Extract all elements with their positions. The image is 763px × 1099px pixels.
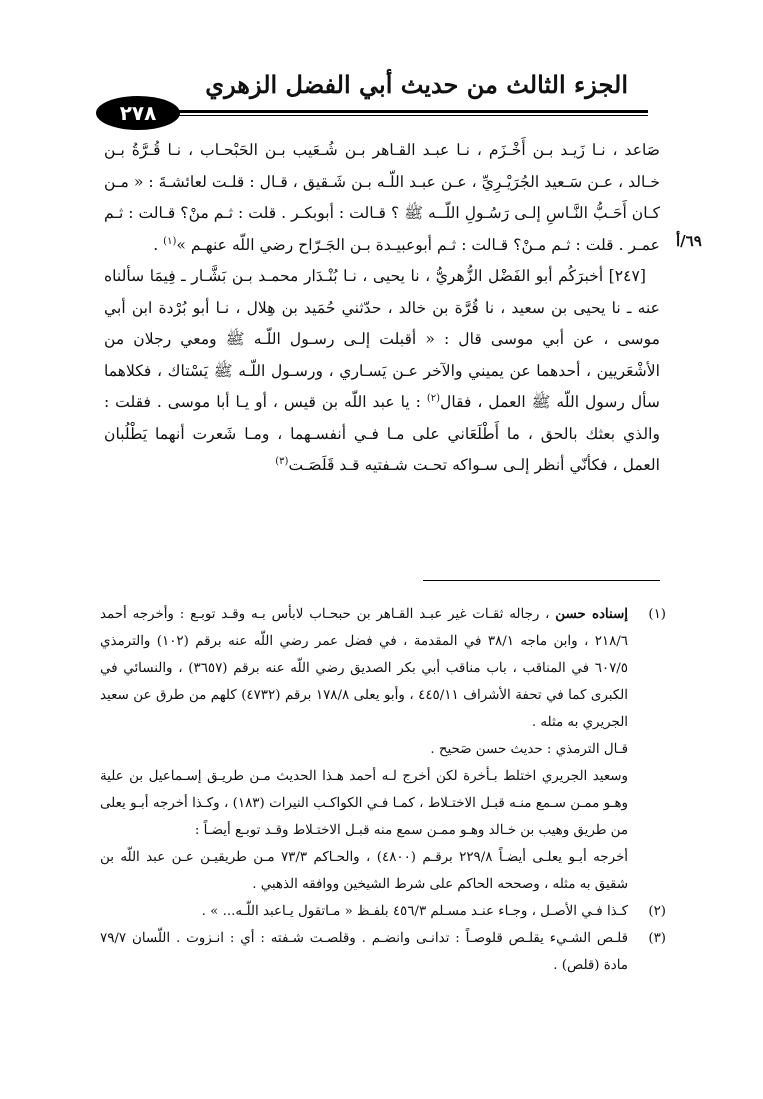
footnote-text: ، رجاله ثقـات غير عبـد القـاهر بن حبحـاب لابأس بـه وقـد توبـع : وأخرجه أحمد ٢١٨/٦ ، وابن ماجه ٣٨/١ في المقدمة ، في فضل عمر رضي اللّه عنه برقم (١٠٢) والترمذي ٦٠٧/٥ في المناقب ، باب مناقب أبي بكر الصديق رضي اللّه عنه برقم (٣٦٥٧) ، والنسائي في الكبرى كما في تحفة الأشراف ٤٤٥/١١ ، وأبو يعلى ١٧٨/٨ برقم (٤٧٣٢) كلهم من طرق عن سعيد الجريري به مثله .	[100, 607, 628, 730]
main-text	[104, 135, 660, 482]
running-title: الجزء الثالث من حديث أبي الفضل الزهري	[205, 70, 628, 99]
footnote-item	[100, 601, 666, 898]
footnote-line: أخرجه أبـو يعلـى أيضـاً ٢٢٩/٨ برقـم (٤٨٠٠) ، والحـاكم ٧٣/٣ مـن طريقيـن عـن عبد اللّه بن شقيق به مثله ، وصححه الحاكم على شرط الشيخين ووافقه الذهبي .	[100, 850, 628, 892]
paragraph-text: صَاعد ، نـا زَيـد بـن أَخْـزَم ، نـا عبـد القـاهر بـن شُـعَيب بـن الحَبْحـاب ، نـا قُـرَّةُ بـن خـالد ، عـن سَـعيد الجُرَيْـرِيِّ ، عـن عبـد اللّـه بـن شَـقيق ، قـال : قلـت لعائشـةَ : « مـن كـان أَحَـبُّ النَّـاسِ إلـى رَسُـولِ اللّــه ﷺ ؟ قـالت : أبوبكـر . قلت : ثـم منْ؟ قـالت : ثـم عمـر . قلت : ثـم مـنْ؟ قـالت : ثـم أبوعبيـدة بـن الجَـرّاح رضي اللّه عنهـم »	[104, 141, 660, 254]
footnote-body	[100, 898, 628, 925]
footnote-item	[100, 898, 666, 925]
header-rule	[168, 110, 648, 113]
footnotes	[100, 601, 666, 979]
footnote-marker: (٢)	[426, 392, 440, 404]
footnote-line: قـال الترمذي : حديث حسن صَحيح .	[430, 742, 628, 757]
footnote-marker: (١)	[163, 235, 177, 247]
page-number-badge: ٢٧٨	[96, 96, 180, 130]
footnote-lead: إسناده حسن	[555, 606, 628, 622]
footnote-body	[100, 925, 628, 979]
text-paragraph	[104, 135, 660, 261]
footnote-line: كـذا فـي الأصـل ، وجـاء عنـد مسـلم ٤٥٦/٣ بلفـظ « مـاتقول يـاعبد اللّـه... » .	[201, 904, 628, 919]
hadith-paragraph	[104, 261, 660, 482]
footnote-line: قلـص الشـيء يقلـص قلوصـاً : تدانـى وانضـم . وقلصـت شـفته : أي : انـزوت . اللّسان ٧٩/٧ مادة (قلص) .	[100, 931, 628, 973]
footnote-number: (٣)	[648, 931, 666, 946]
footnote-body	[100, 601, 628, 898]
header-rule-thin	[168, 115, 648, 116]
manuscript-folio-ref: ٦٩/أ	[676, 232, 702, 250]
paragraph-end: .	[153, 235, 164, 254]
footnote-number: (١)	[648, 607, 666, 622]
footnote-separator	[423, 580, 660, 581]
paragraph-text: [٢٤٧] أخبرَكُم أبو الفَضْل الزُّهريُّ ، نا يحيى ، نـا بُنْـدَار محمـد بـن بَشَّـار ـ فِيمَا سألناه عنه ـ نا يحيى بن سعيد ، نا قُرَّة بن خالد ، حدّثني حُمَيد بن هِلال ، نـا أبو بُرْدة ابن أبي موسى ، عن أبي موسى قال : « أقبلت إلـى رسـول اللّـه ﷺ ومعي رجلان من الأشْعَريين ، أحدهما عن يميني والآخر عـن يَسـاري ، ورسـول اللّـه ﷺ يَسْتاك ، فكلاهما سأل رسول اللّه ﷺ العمل ، فقال	[104, 267, 660, 411]
footnote-number: (٢)	[648, 904, 666, 919]
paragraph-text-continued: : يا عبد اللّه بن قيس ، أو يـا أبا موسى . فقلت : والذي بعثك بالحق ، ما أَطْلَعَاني على مـا فـي أنفسـهما ، ومـا شَعرت أنهما يَطْلُبان العمل ، فكأنّي أنظر إلـى سـواكه تحـت شـفتيه قـد قَلَصَـت	[104, 393, 660, 474]
footnote-line: وسعيد الجريري اختلط بـأخرة لكن أخرج لـه أحمد هـذا الحديث مـن طريـق إسـماعيل بن علية وهـو ممـن سـمع منـه قبـل الاختـلاط ، كمـا فـي الكواكـب النيرات (١٨٣) ، وكـذا أخرجه أبـو يعلى من طريق وهيب بن خـالد وهـو ممـن سمع منه قبـل الاختـلاط وقـد توبـع أيضـاً :	[100, 769, 628, 838]
footnote-item	[100, 925, 666, 979]
page-header	[88, 66, 648, 128]
footnote-line	[100, 601, 628, 736]
footnote-marker: (٣)	[275, 455, 289, 467]
